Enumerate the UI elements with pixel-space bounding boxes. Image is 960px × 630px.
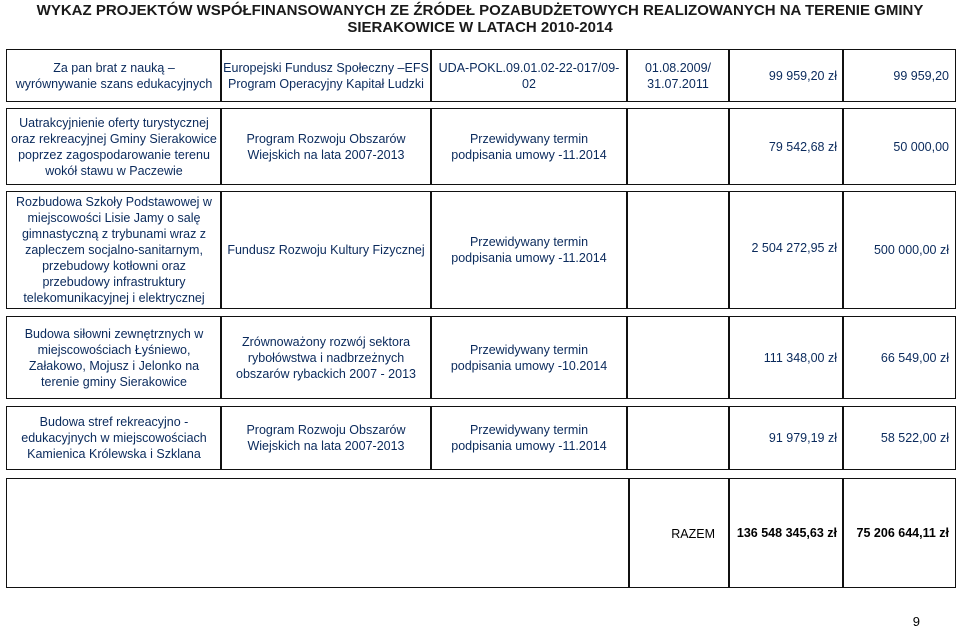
row-4-period (626, 316, 730, 399)
row-2-agreement: Przewidywany termin podpisania umowy -11.2014 (430, 108, 628, 185)
row-4-agreement: Przewidywany termin podpisania umowy -10.2014 (430, 316, 628, 399)
row-3-funding: 500 000,00 zł (842, 191, 956, 309)
row-3-total: 2 504 272,95 zł (728, 191, 844, 309)
row-4-total: 111 348,00 zł (728, 316, 844, 399)
row-5-period (626, 406, 730, 470)
row-1-program: Europejski Fundusz Społeczny –EFS Program Operacyjny Kapitał Ludzki (220, 49, 432, 102)
row-1-agreement: UDA-POKL.09.01.02-22-017/09- 02 (430, 49, 628, 102)
row-3-name: Rozbudowa Szkoły Podstawowej w miejscowości Lisie Jamy o salę gimnastyczną z trybunami wraz z zapleczem socjalno-sanitarnym, przebudowy kotłowni oraz przebudowy infrastruktury telekomunikacyjnej i elektrycznej (6, 191, 222, 309)
summary-total: 136 548 345,63 zł (728, 478, 844, 588)
summary-label: RAZEM (628, 478, 730, 588)
summary-spacer (6, 478, 630, 588)
row-4-name: Budowa siłowni zewnętrznych w miejscowościach Łyśniewo, Załakowo, Mojusz i Jelonko na terenie gminy Sierakowice (6, 316, 222, 399)
row-5-funding: 58 522,00 zł (842, 406, 956, 470)
row-4-program: Zrównoważony rozwój sektora rybołówstwa i nadbrzeżnych obszarów rybackich 2007 - 2013 (220, 316, 432, 399)
row-2-funding: 50 000,00 (842, 108, 956, 185)
row-1-total: 99 959,20 zł (728, 49, 844, 102)
summary-funding: 75 206 644,11 zł (842, 478, 956, 588)
row-5-program: Program Rozwoju Obszarów Wiejskich na lata 2007-2013 (220, 406, 432, 470)
row-5-agreement: Przewidywany termin podpisania umowy -11.2014 (430, 406, 628, 470)
row-1-name: Za pan brat z nauką – wyrównywanie szans edukacyjnych (6, 49, 222, 102)
document-title: WYKAZ PROJEKTÓW WSPÓŁFINANSOWANYCH ZE ŹRÓDEŁ POZABUDŻETOWYCH REALIZOWANYCH NA TERENIE GMINY SIERAKOWICE W LATACH 2010-2014 (36, 2, 924, 36)
row-2-total: 79 542,68 zł (728, 108, 844, 185)
row-2-period (626, 108, 730, 185)
row-3-agreement: Przewidywany termin podpisania umowy -11.2014 (430, 191, 628, 309)
row-5-name: Budowa stref rekreacyjno - edukacyjnych w miejscowościach Kamienica Królewska i Szklana (6, 406, 222, 470)
row-3-program: Fundusz Rozwoju Kultury Fizycznej (220, 191, 432, 309)
row-4-funding: 66 549,00 zł (842, 316, 956, 399)
page-number: 9 (912, 614, 920, 629)
row-1-funding: 99 959,20 (842, 49, 956, 102)
row-1-period: 01.08.2009/ 31.07.2011 (626, 49, 730, 102)
row-5-total: 91 979,19 zł (728, 406, 844, 470)
row-3-period (626, 191, 730, 309)
row-2-name: Uatrakcyjnienie oferty turystycznej oraz rekreacyjnej Gminy Sierakowice poprzez zagospodarowanie terenu wokół stawu w Paczewie (6, 108, 222, 185)
row-2-program: Program Rozwoju Obszarów Wiejskich na lata 2007-2013 (220, 108, 432, 185)
